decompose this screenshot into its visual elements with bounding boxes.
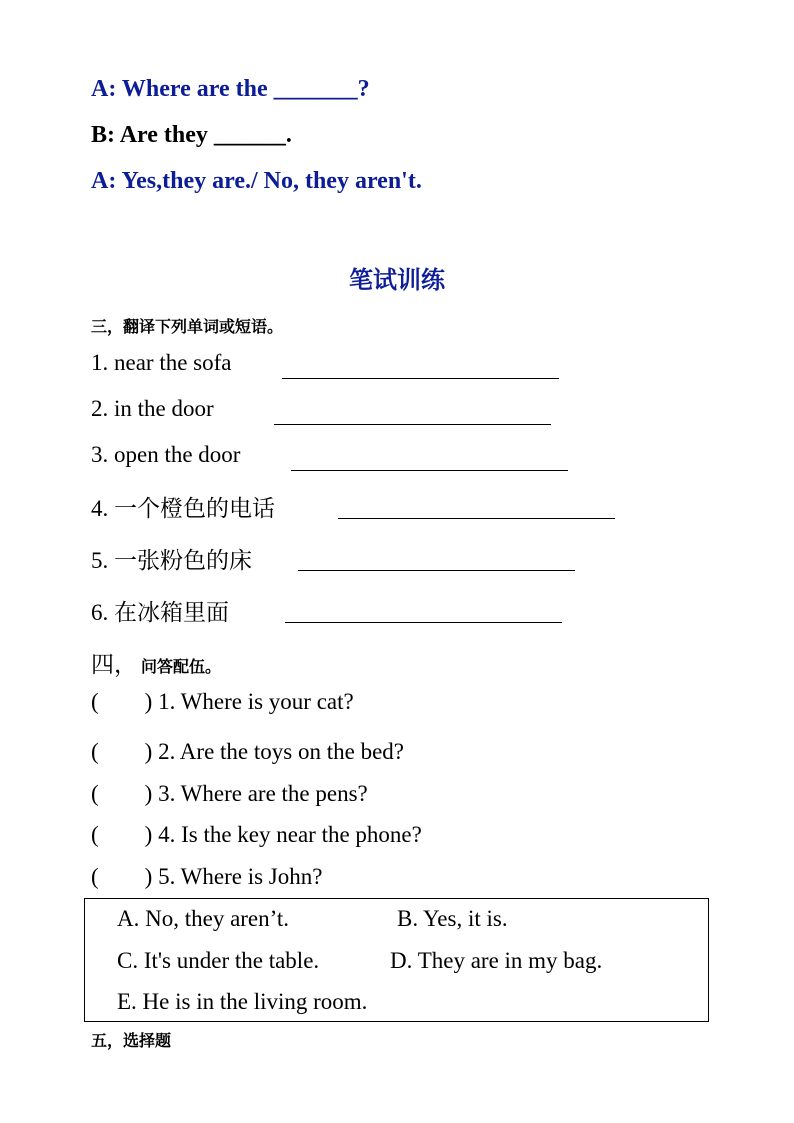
dialogue-text: Are they ______. [119, 122, 292, 148]
dialogue-text: Yes,they are./ No, they aren't. [121, 168, 422, 194]
translate-item: 1. near the sofa [91, 350, 232, 375]
option-a: A. No, they aren’t. [117, 906, 290, 931]
answer-line[interactable] [291, 470, 568, 471]
answer-blank[interactable]: ( ) [91, 822, 153, 847]
question-text: 5. Where is John? [158, 864, 323, 889]
question-row [91, 739, 404, 765]
option-d: D. They are in my bag. [390, 948, 603, 973]
dialogue-speaker: A: [91, 76, 117, 102]
answer-line[interactable] [338, 518, 615, 519]
option-c: C. It's under the table. [117, 948, 320, 973]
answer-line[interactable] [298, 570, 575, 571]
question-text: 1. Where is your cat? [158, 689, 354, 714]
answer-blank[interactable]: ( ) [91, 739, 153, 764]
section-number: 四， [91, 652, 137, 677]
dialogue-line-2 [91, 122, 292, 149]
page-title: 笔试训练 [349, 268, 445, 294]
dialogue-speaker: A: [91, 168, 117, 194]
option-e: E. He is in the living room. [117, 989, 368, 1014]
dialogue-line-1 [91, 76, 370, 103]
translate-item: 5. 一张粉色的床 [91, 548, 252, 573]
question-row [91, 822, 422, 848]
translate-item: 4. 一个橙色的电话 [91, 496, 275, 521]
option-b: B. Yes, it is. [397, 906, 508, 931]
question-row [91, 689, 354, 715]
answer-blank[interactable]: ( ) [91, 781, 153, 806]
section-heading-choice: 五，选择题 [91, 1033, 172, 1050]
question-row [91, 864, 322, 890]
question-row [91, 781, 368, 807]
question-text: 2. Are the toys on the bed? [158, 739, 404, 764]
question-text: 4. Is the key near the phone? [158, 822, 422, 847]
translate-item: 6. 在冰箱里面 [91, 600, 229, 625]
section-title: 问答配伍。 [141, 659, 222, 676]
section-heading-match [91, 646, 221, 679]
dialogue-line-3 [91, 168, 422, 195]
dialogue-text: Where are the _______? [121, 76, 370, 102]
answer-blank[interactable]: ( ) [91, 864, 153, 889]
translate-item: 2. in the door [91, 396, 214, 421]
question-text: 3. Where are the pens? [158, 781, 368, 806]
translate-item: 3. open the door [91, 442, 241, 467]
answer-blank[interactable]: ( ) [91, 689, 153, 714]
answer-line[interactable] [285, 622, 562, 623]
section-heading-translate: 三，翻译下列单词或短语。 [91, 319, 284, 336]
answer-line[interactable] [274, 424, 551, 425]
answer-line[interactable] [282, 378, 559, 379]
dialogue-speaker: B: [91, 122, 115, 148]
